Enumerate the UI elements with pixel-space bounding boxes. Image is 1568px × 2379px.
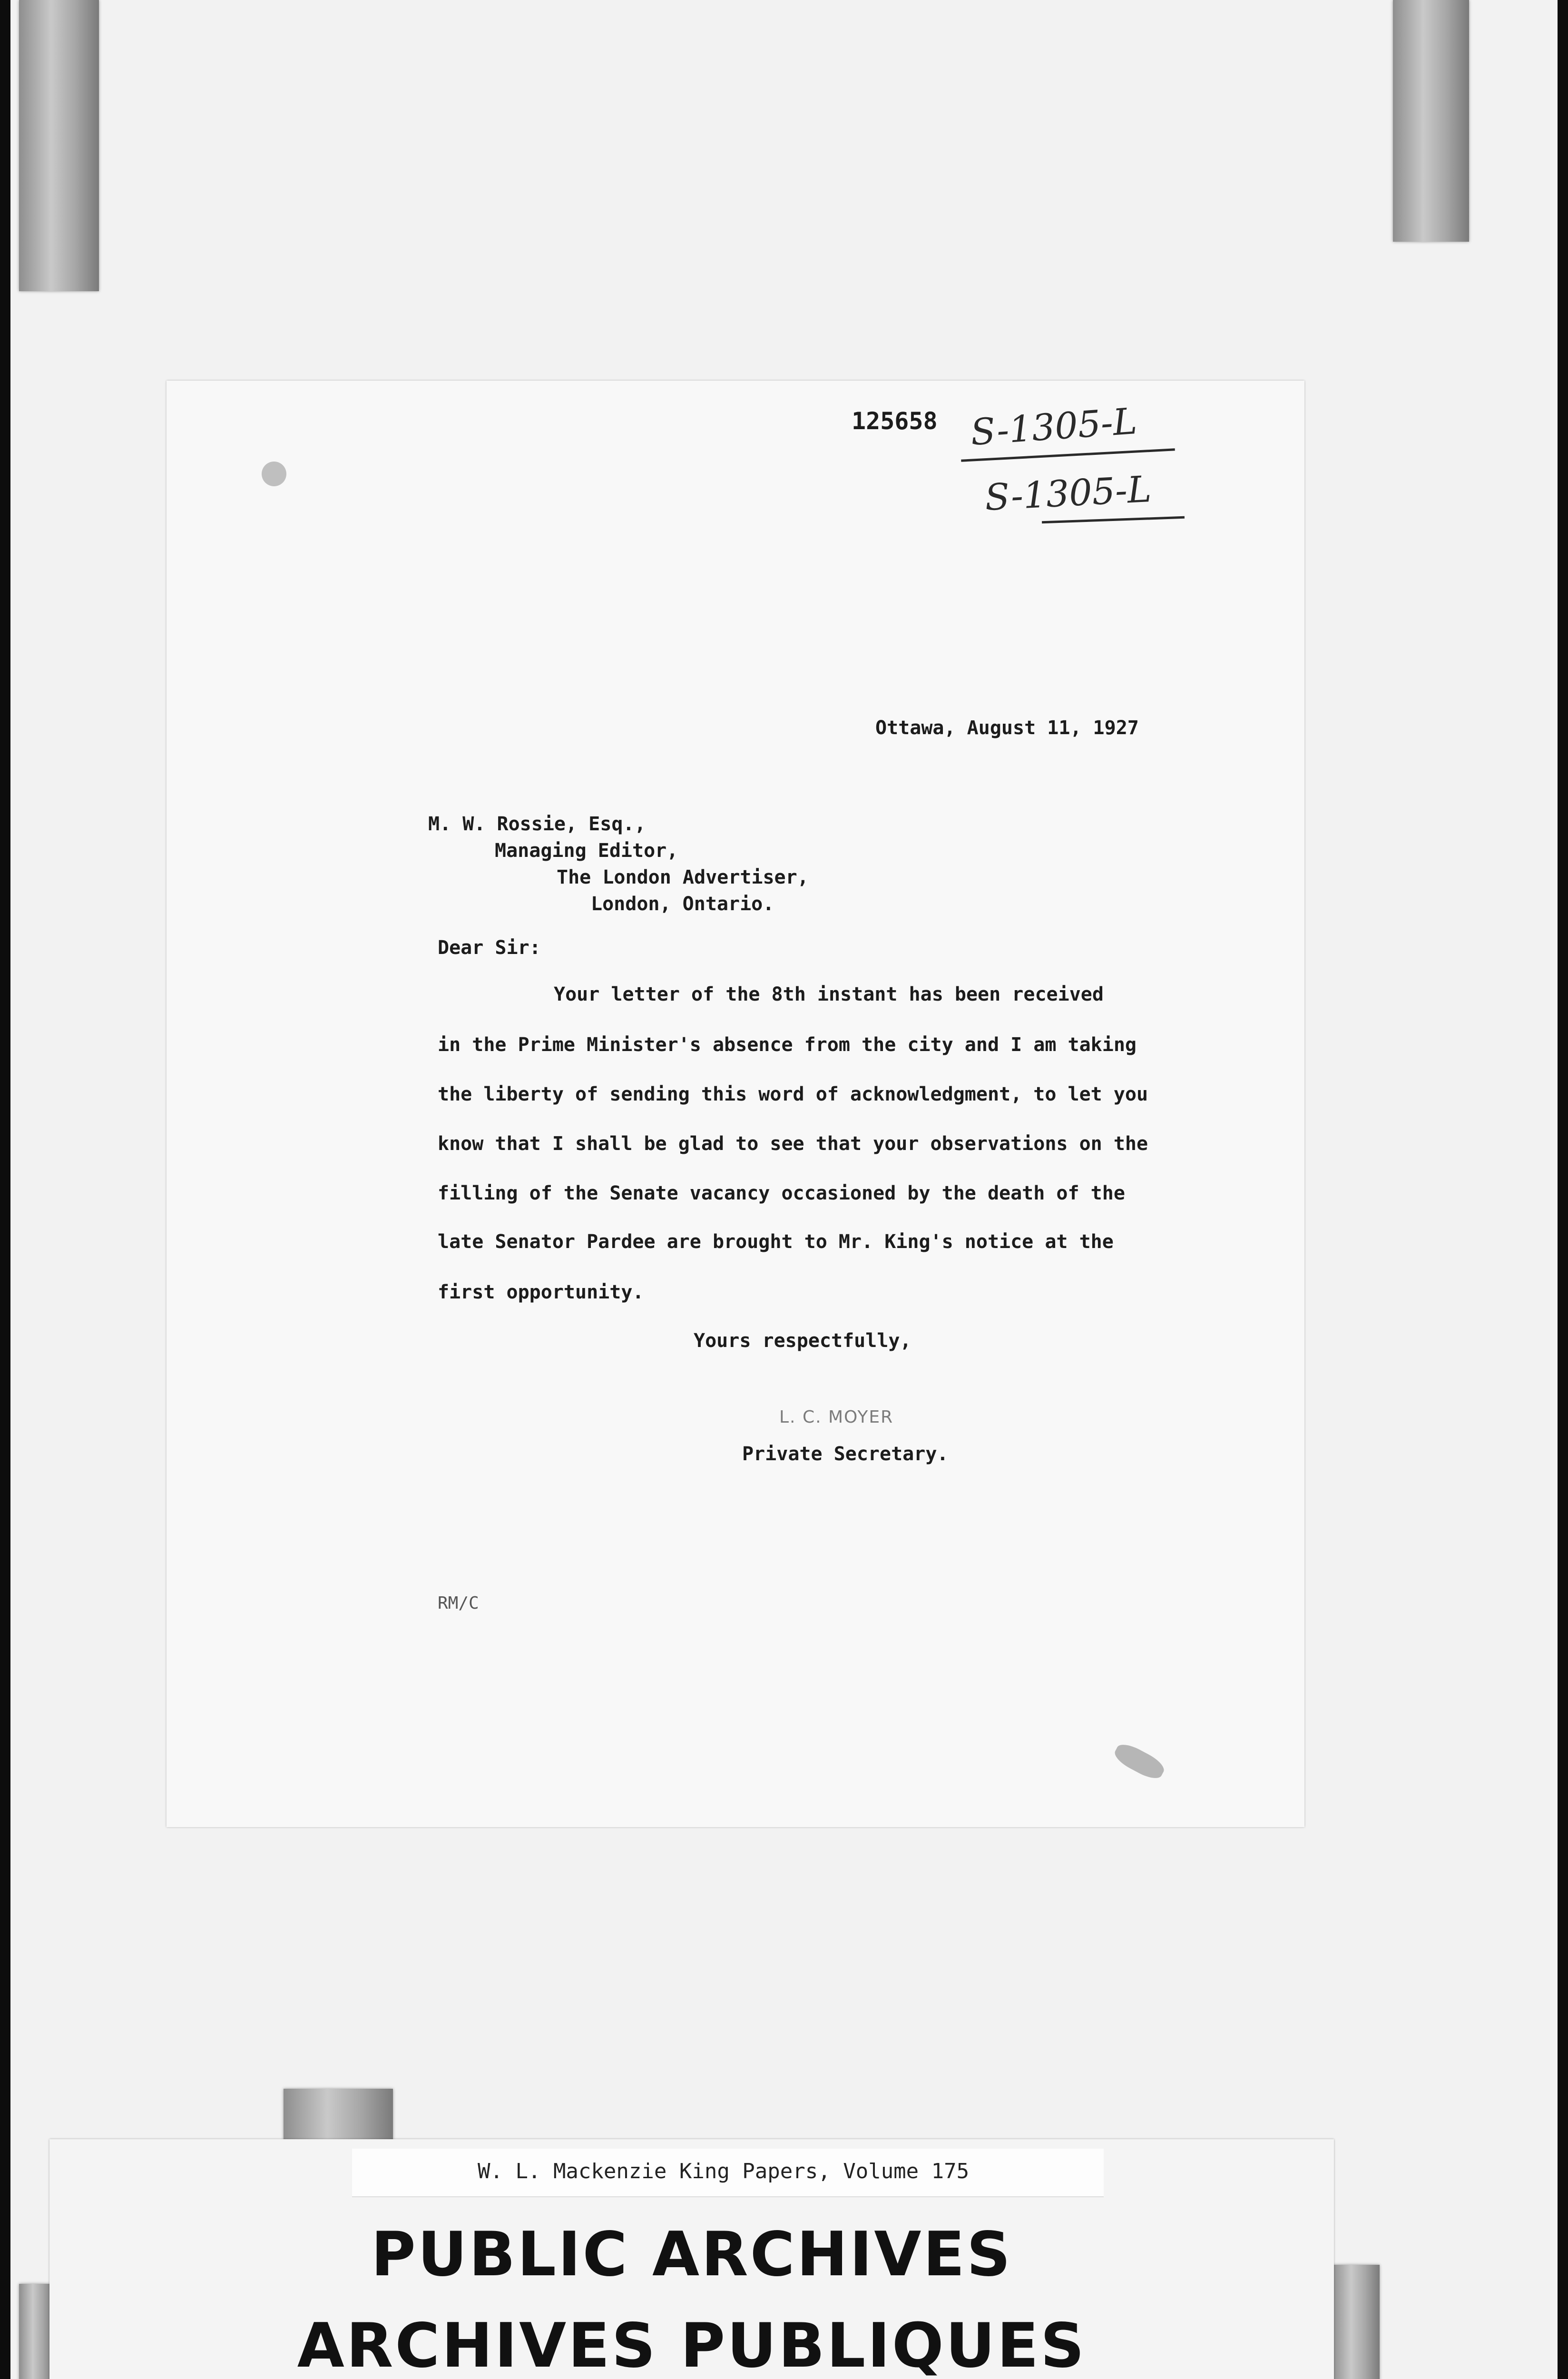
tape-strip <box>1332 2265 1380 2379</box>
recipient-line: M. W. Rossie, Esq., <box>428 813 646 835</box>
tape-strip <box>1393 0 1469 242</box>
recipient-line: London, Ontario. <box>591 893 774 915</box>
archive-name-fr: ARCHIVES PUBLIQUES <box>297 2310 1087 2379</box>
body-line: late Senator Pardee are brought to Mr. King's notice at the <box>438 1231 1114 1253</box>
smudge-mark <box>1111 1740 1167 1783</box>
handwritten-reference: S-1305-L <box>983 467 1153 519</box>
archive-name-en: PUBLIC ARCHIVES <box>371 2219 1012 2290</box>
signature-title: Private Secretary. <box>742 1443 949 1465</box>
tape-strip <box>284 2089 393 2141</box>
date-line: Ottawa, August 11, 1927 <box>875 717 1139 739</box>
typist-initials: RM/C <box>438 1593 479 1613</box>
body-line: first opportunity. <box>438 1281 644 1303</box>
body-line: Your letter of the 8th instant has been received <box>554 983 1104 1005</box>
archive-card <box>49 2139 1334 2379</box>
tape-strip <box>19 0 99 291</box>
file-number: 125658 <box>852 407 938 435</box>
body-line: filling of the Senate vacancy occasioned by the death of the <box>438 1182 1125 1204</box>
recipient-line: The London Advertiser, <box>557 866 809 888</box>
handwritten-reference: S-1305-L <box>969 399 1138 454</box>
body-line: know that I shall be glad to see that your observations on the <box>438 1133 1148 1155</box>
punch-hole <box>262 462 286 486</box>
recipient-line: Managing Editor, <box>495 840 678 862</box>
body-line: in the Prime Minister's absence from the city and I am taking <box>438 1034 1137 1056</box>
signature-stamp: L. C. MOYER <box>779 1407 894 1427</box>
handwritten-underline <box>1042 516 1185 523</box>
salutation: Dear Sir: <box>438 937 541 959</box>
tape-strip <box>19 2284 53 2379</box>
closing: Yours respectfully, <box>694 1330 911 1352</box>
letter-page <box>167 381 1304 1827</box>
body-line: the liberty of sending this word of acknowledgment, to let you <box>438 1083 1148 1105</box>
collection-label: W. L. Mackenzie King Papers, Volume 175 <box>478 2159 970 2183</box>
